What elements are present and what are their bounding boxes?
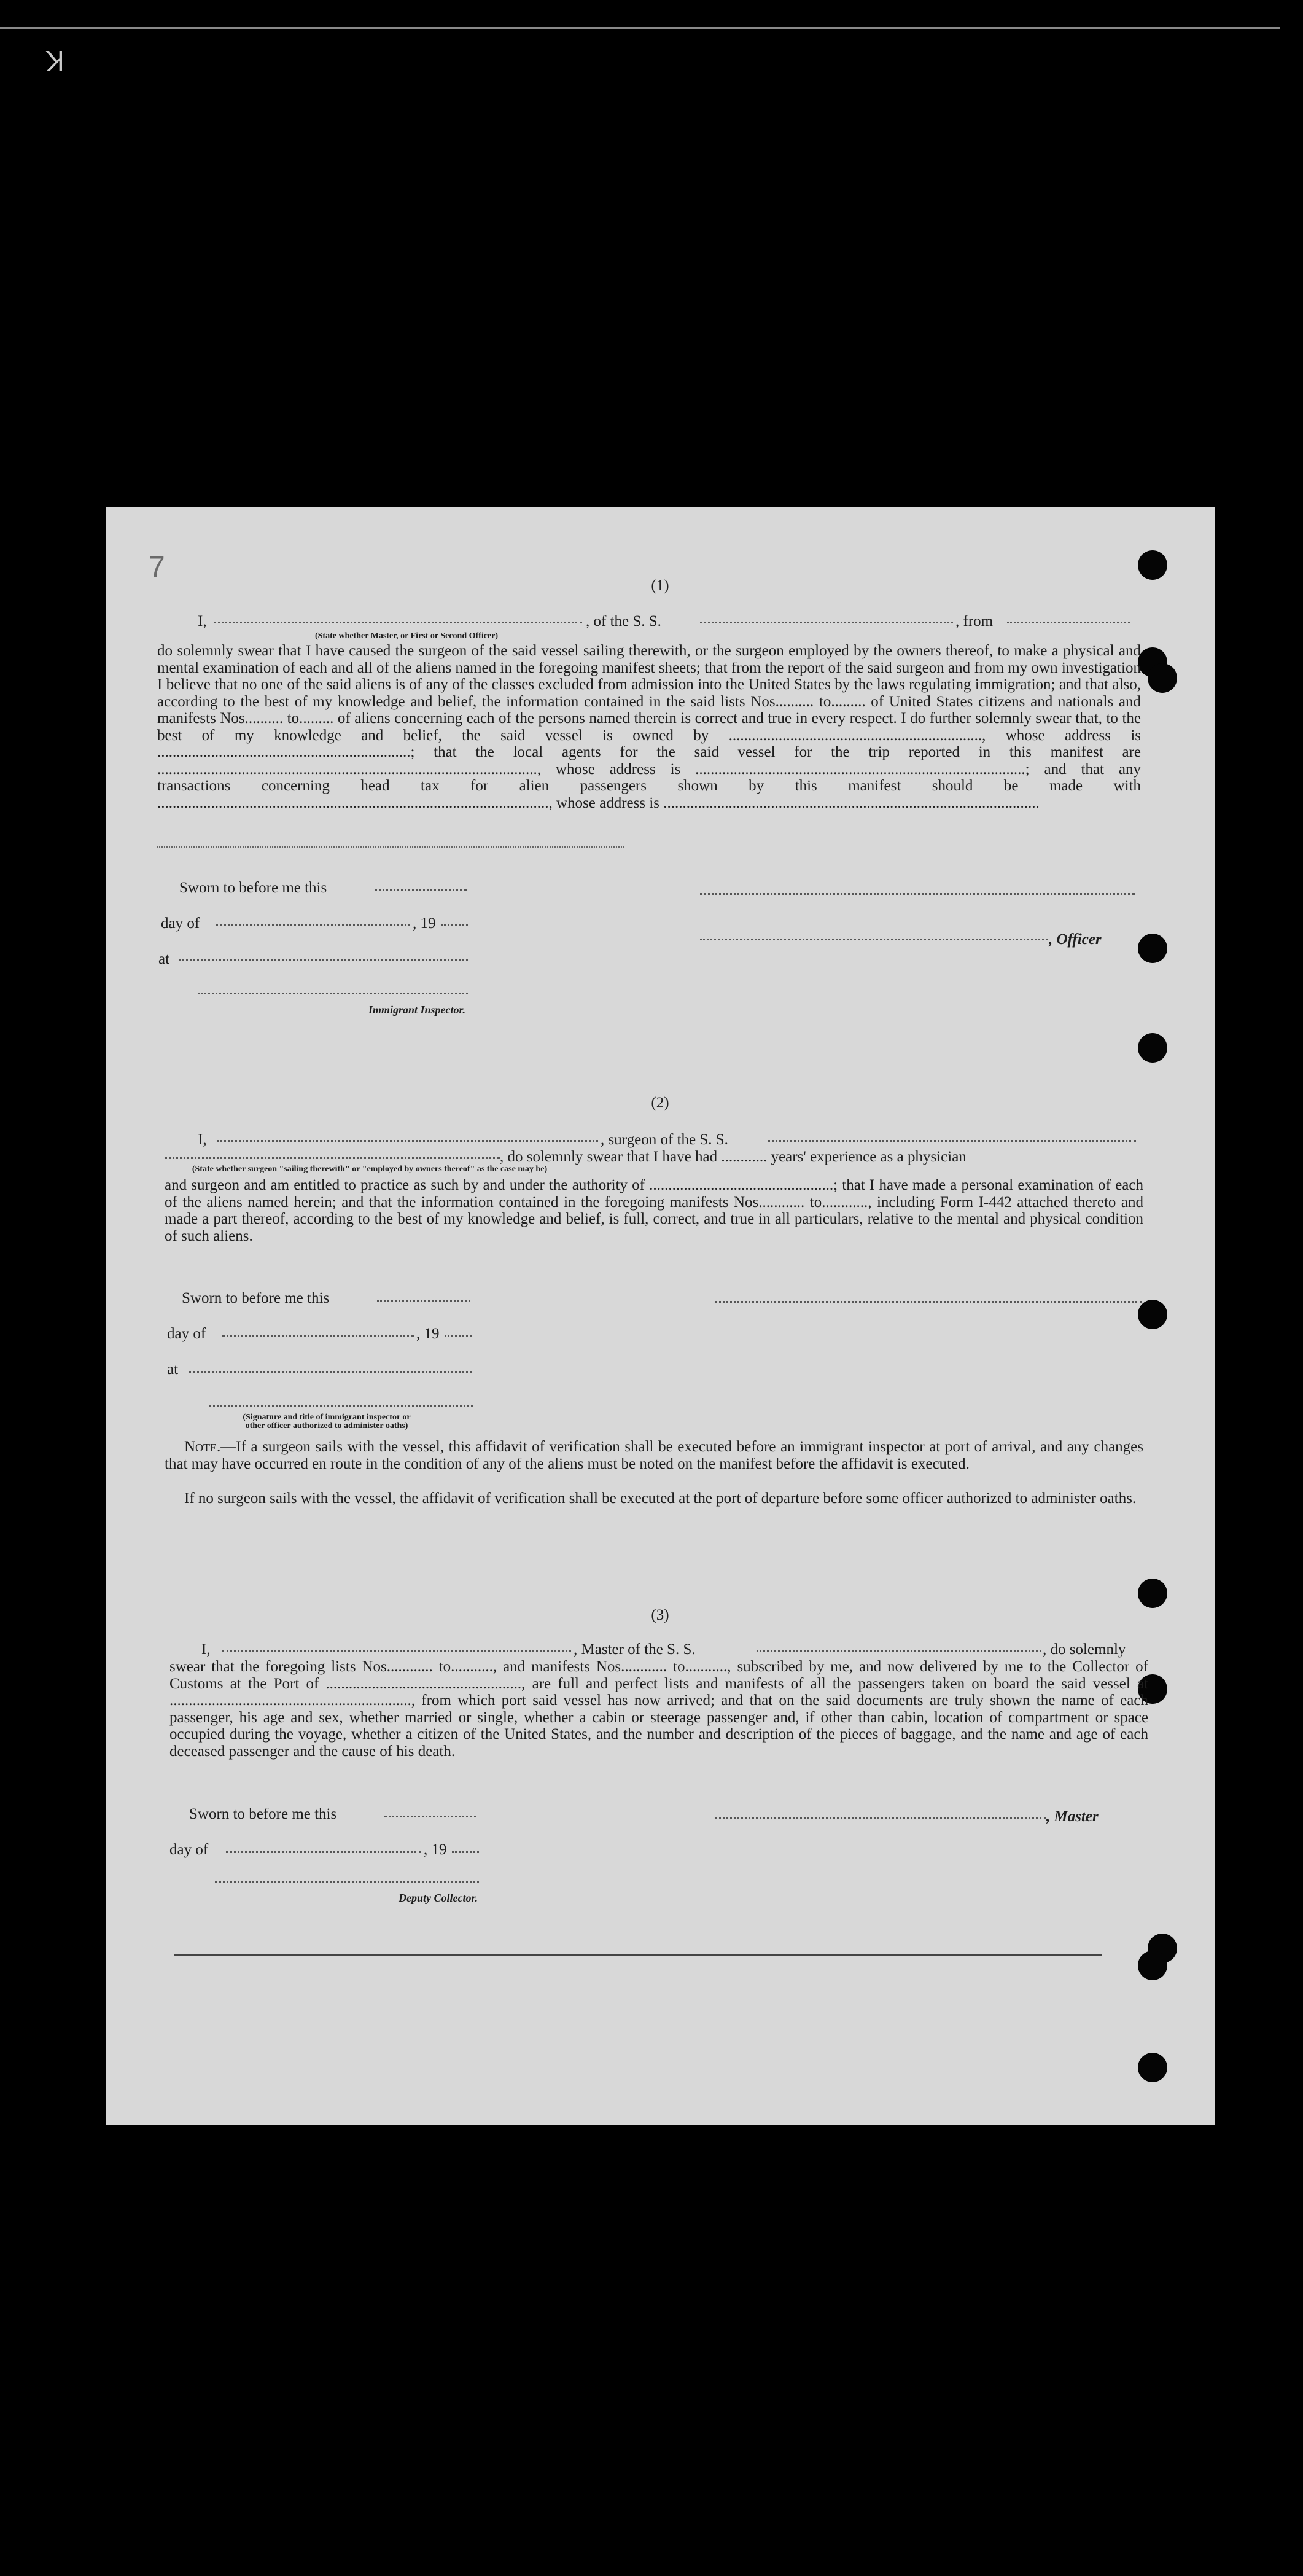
day-of-label-3: day of <box>169 1841 209 1858</box>
signature-caption-2: other officer authorized to administer oaths) <box>245 1421 408 1430</box>
surgeon-status-line <box>165 1156 500 1159</box>
at-label-2: at <box>167 1361 179 1378</box>
sworn-date-line-1 <box>375 888 467 891</box>
vessel-name-line <box>700 620 953 623</box>
corner-stamp: 7 <box>149 551 165 584</box>
signature-caption-1: (Signature and title of immigrant inspector or <box>243 1413 411 1422</box>
punch-hole <box>1138 934 1167 963</box>
day-line-1 <box>216 923 410 926</box>
section-3-number: (3) <box>651 1607 669 1623</box>
surgeon-of-label: , surgeon of the S. S. <box>601 1131 728 1148</box>
note-paragraph-2: If no surgeon sails with the vessel, the affidavit of verification shall be executed at the port of departure before some officer authorized to administer oaths. <box>184 1490 1137 1507</box>
frame-corner-mark: K <box>45 45 64 77</box>
officer-label: , Officer <box>1049 931 1102 948</box>
day-line-2 <box>222 1334 414 1337</box>
film-edge-line <box>0 27 1280 29</box>
sworn-label-3: Sworn to before me this <box>189 1806 337 1822</box>
punch-hole <box>1138 1033 1167 1063</box>
surgeon-name-line <box>217 1139 598 1142</box>
section-3-i: I, <box>201 1641 211 1658</box>
officer-note: (State whether Master, or First or Second Officer) <box>314 631 499 641</box>
day-of-label-1: day of <box>161 915 200 932</box>
bottom-rule <box>174 1954 1102 1956</box>
year-line-3 <box>452 1850 479 1853</box>
at-line-2 <box>189 1370 472 1373</box>
note-text: —If a surgeon sails with the vessel, this affidavit of verification shall be executed before an immigrant inspector at port of arrival, and any changes that may have occurred en route in the condition of any of the aliens must be noted on the manifest before the affidavit is executed. <box>165 1438 1143 1472</box>
officer-name-line <box>214 620 582 623</box>
punch-hole <box>1138 1579 1167 1608</box>
sworn-date-line-3 <box>384 1814 476 1817</box>
year-label-3: , 19 <box>424 1841 447 1858</box>
year-label-2: , 19 <box>416 1325 440 1342</box>
collector-caption: Deputy Collector. <box>399 1892 478 1904</box>
master-label: , Master <box>1046 1808 1099 1825</box>
year-label-1: , 19 <box>413 915 436 932</box>
master-of-label: , Master of the S. S. <box>574 1641 696 1658</box>
year-line-2 <box>445 1334 472 1337</box>
from-port-line <box>1007 620 1130 623</box>
punch-hole <box>1148 663 1177 693</box>
inspector-caption: Immigrant Inspector. <box>368 1004 465 1016</box>
inspector-signature-line-2 <box>209 1404 473 1407</box>
note-label: Note. <box>184 1438 221 1455</box>
day-of-label-2: day of <box>167 1325 206 1342</box>
section-2-paragraph: and surgeon and am entitled to practice as such by and under the authority of ................................................; that I have made a personal examination of each of the aliens named herein; and that the information contained in the foregoing manifests Nos............ to............, including Form I-442 attached thereto and made a part thereof, according to the best of my knowledge and belief, is full, correct, and true in all particulars, relative to the mental and physical condition of such aliens. <box>165 1177 1143 1244</box>
day-line-3 <box>226 1850 421 1853</box>
master-vessel-line <box>757 1649 1041 1652</box>
solemnly-label: , do solemnly <box>1043 1641 1126 1658</box>
inspector-signature-line <box>198 991 468 994</box>
section-1-paragraph: do solemnly swear that I have caused the surgeon of the said vessel sailing therewith, or the surgeon employed by the owners thereof, to make a physical and mental examination of each and all of the aliens named in the foregoing manifest sheets; that from the report of the said surgeon and from my own investigation I believe that no one of the said aliens is of any of the classes excluded from admission into the United States by the laws regulating immigration; and that also, according to the best of my knowledge and belief, the information contained in the said lists Nos.......... to......... of United States citizens and nationals and manifests Nos.......... to......... of aliens concerning each of the persons named therein is correct and true in every respect. I do further solemnly swear that, to the best of my knowledge and belief, the said vessel is owned by .................................................................., whose address is ..................................................................; that the local agents for the said vessel for the trip reported in this manifest are ..................................................................................................., whose address is ......................................................................................; and that any transactions concerning head tax for alien passengers shown by this manifest should be made with ......................................................................................................, whose address is .................................................................................................. <box>157 642 1141 811</box>
section-3-paragraph: swear that the foregoing lists Nos............ to..........., and manifests Nos............ to..........., subscribed by me, and now delivered by me to the Collector of Customs at the Port of ..................................................., are full and perfect lists and manifests of all the passengers taken on board the said vessel at ..............................................................., from which port said vessel has now arrived; and that on the said documents are truly shown the name of each passenger, his age and sex, whether married or single, whether a cabin or steerage passenger and, if other than cabin, location of compartment or space occupied during the voyage, whether a citizen of the United States, and the number and description of the pieces of baggage, and the name and age of each deceased passenger and the cause of his death. <box>169 1658 1148 1760</box>
swear-line: , do solemnly swear that I have had ............ years' experience as a physician <box>500 1149 967 1165</box>
of-ss-label: , of the S. S. <box>586 613 661 630</box>
punch-hole <box>1138 2053 1167 2082</box>
section-1-i: I, <box>198 613 207 630</box>
manifest-page <box>106 507 1215 2125</box>
punch-hole <box>1138 1300 1167 1329</box>
sworn-label-1: Sworn to before me this <box>179 880 327 896</box>
punch-hole <box>1138 1951 1167 1980</box>
surgeon-vessel-line <box>768 1139 1136 1142</box>
note-paragraph <box>165 1438 1143 1472</box>
officer-signature-line <box>700 892 1135 895</box>
sworn-label-2: Sworn to before me this <box>182 1290 330 1306</box>
surgeon-note: (State whether surgeon "sailing therewith" or "employed by owners thereof" as the case may be) <box>192 1165 548 1174</box>
at-line-1 <box>179 958 468 961</box>
section-2-number: (2) <box>651 1095 669 1111</box>
officer-title-line <box>700 937 1048 940</box>
master-name-line <box>222 1649 571 1652</box>
sworn-date-line-2 <box>377 1298 470 1302</box>
from-label: , from <box>955 613 994 630</box>
at-label-1: at <box>158 951 170 967</box>
master-signature-line <box>715 1816 1046 1819</box>
year-line-1 <box>441 923 468 926</box>
section-1-number: (1) <box>651 577 669 594</box>
surgeon-signature-line <box>715 1300 1142 1303</box>
collector-signature-line <box>215 1879 479 1883</box>
section-2-i: I, <box>198 1131 207 1148</box>
punch-hole <box>1138 550 1167 580</box>
address-continuation-line <box>157 844 624 848</box>
